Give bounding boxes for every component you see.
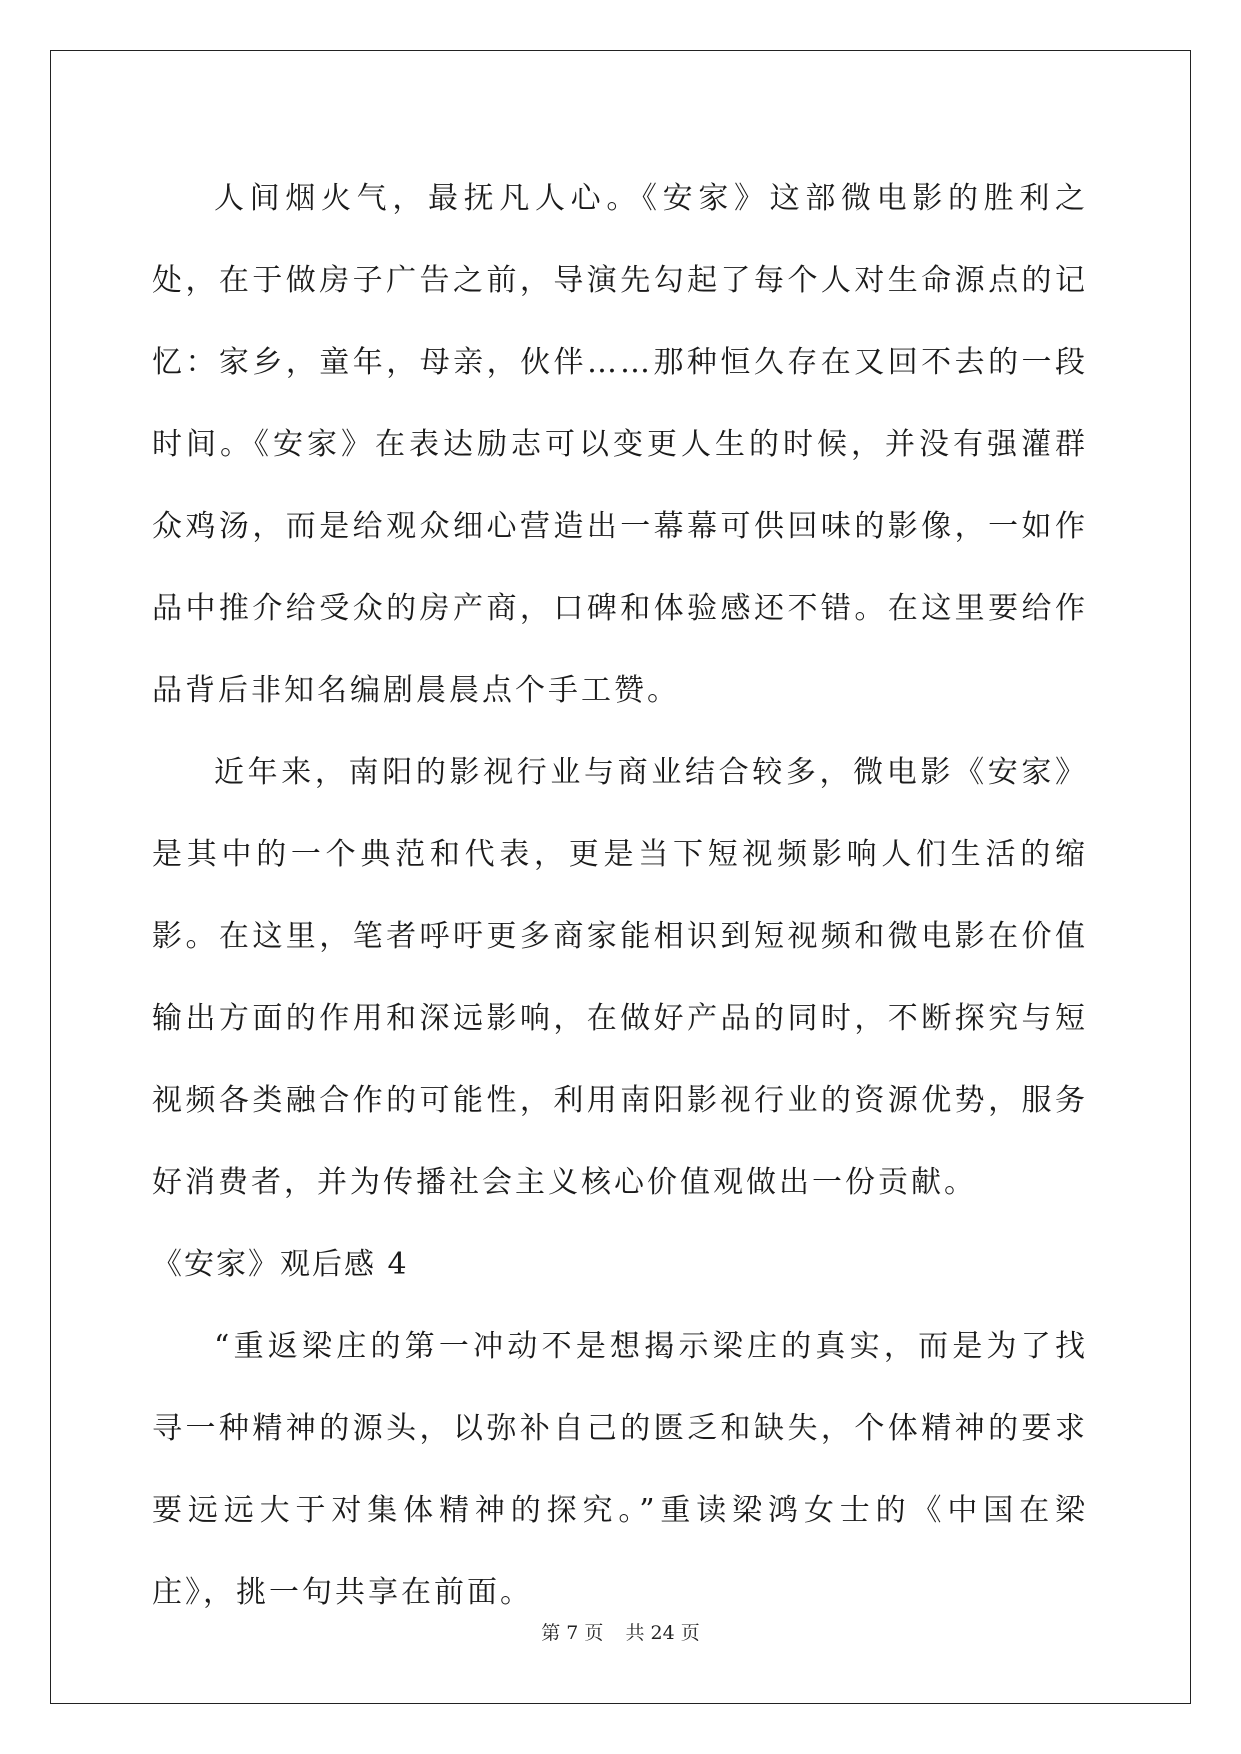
page-total: 共 24 页 (625, 1622, 700, 1644)
paragraph-3: “重返梁庄的第一冲动不是想揭示梁庄的真实，而是为了找寻一种精神的源头，以弥补自己的匮乏和缺失，个体精神的要求要远远大于对集体精神的探究。”重读梁鸿女士的《中国在梁庄》，挑一句共享在前面。 (152, 1329, 1088, 1610)
section-heading: 《安家》观后感 4 (152, 1247, 409, 1282)
paragraph-2: 近年来，南阳的影视行业与商业结合较多，微电影《安家》是其中的一个典范和代表，更是当下短视频影响人们生活的缩影。在这里，笔者呼吁更多商家能相识到短视频和微电影在价值输出方面的作用和深远影响，在做好产品的同时，不断探究与短视频各类融合作的可能性，利用南阳影视行业的资源优势，服务好消费者，并为传播社会主义核心价值观做出一份贡献。 (152, 755, 1088, 1200)
page-number: 第 7 页 (541, 1622, 604, 1644)
document-body (152, 158, 1088, 1634)
paragraph-1: 人间烟火气，最抚凡人心。《安家》这部微电影的胜利之处，在于做房子广告之前，导演先勾起了每个人对生命源点的记忆：家乡，童年，母亲，伙伴……那种恒久存在又回不去的一段时间。《安家》在表达励志可以变更人生的时候，并没有强灌群众鸡汤，而是给观众细心营造出一幕幕可供回味的影像，一如作品中推介给受众的房产商，口碑和体验感还不错。在这里要给作品背后非知名编剧晨晨点个手工赞。 (152, 181, 1088, 708)
page-footer (0, 1618, 1241, 1645)
